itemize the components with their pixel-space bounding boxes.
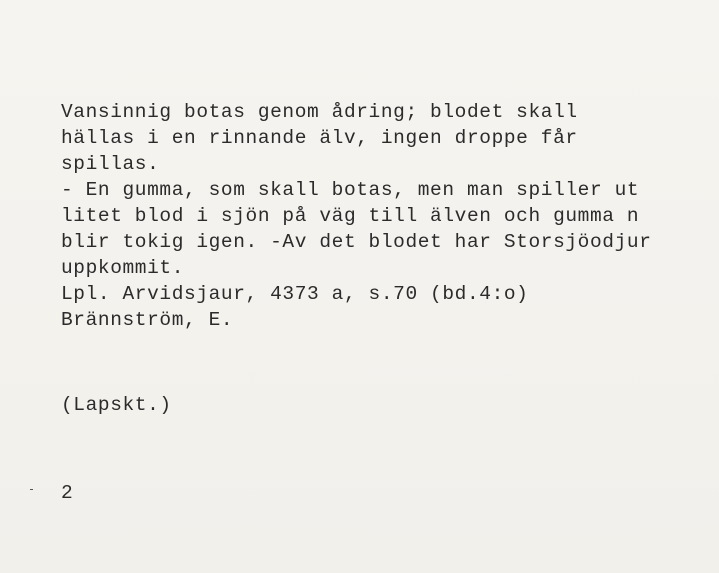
text-line: blir tokig igen. -Av det blodet har Storsjöodjur bbox=[61, 231, 652, 253]
source-reference: Lpl. Arvidsjaur, 4373 a, s.70 (bd.4:o) bbox=[61, 283, 529, 305]
text-line: hällas i en rinnande älv, ingen droppe får bbox=[61, 127, 578, 149]
informant-name: Brännström, E. bbox=[61, 309, 234, 331]
page-number: 2 bbox=[61, 482, 74, 504]
category-note: (Lapskt.) bbox=[61, 394, 172, 416]
text-line: spillas. bbox=[61, 153, 160, 175]
text-line: Vansinnig botas genom ådring; blodet skall bbox=[61, 101, 578, 123]
text-line: uppkommit. bbox=[61, 257, 185, 279]
typed-text-block bbox=[61, 99, 652, 333]
text-line: - En gumma, som skall botas, men man spiller ut bbox=[61, 179, 640, 201]
edge-mark bbox=[30, 489, 33, 490]
text-line: litet blod i sjön på väg till älven och gumma n bbox=[61, 205, 640, 227]
